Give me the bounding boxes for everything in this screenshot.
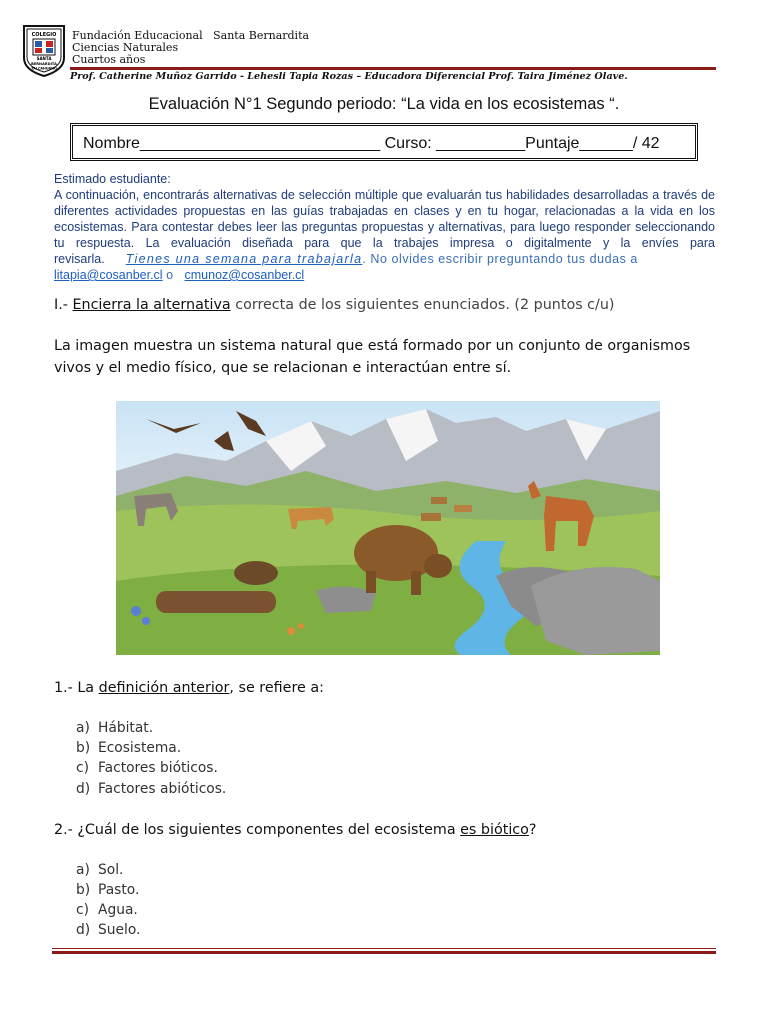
q2-option-d[interactable] xyxy=(76,922,140,938)
q2-option-d-text: Suelo. xyxy=(98,922,141,938)
q1-option-a-letter: a) xyxy=(76,720,90,736)
footer-rule-top xyxy=(52,948,716,949)
logo-text-colegio: COLEGIO xyxy=(31,32,57,38)
q1-option-b[interactable] xyxy=(76,740,181,756)
flowers xyxy=(131,606,141,616)
section-instruction-rest: correcta de los siguientes enunciados. (2 puntos c/u) xyxy=(230,297,615,313)
logo-text-bernardita: BERNARDITA xyxy=(31,62,57,66)
q2-option-c-letter: c) xyxy=(76,902,89,918)
q2-option-c-text: Agua. xyxy=(98,902,138,918)
q1-option-b-text: Ecosistema. xyxy=(98,740,182,756)
distant-animal xyxy=(431,497,447,504)
logo-text-talcahuano: TALCAHUANO xyxy=(31,66,57,71)
email-link-litapia[interactable]: litapia@cosanber.cl xyxy=(54,268,163,282)
logo-text-santa: SANTA xyxy=(36,56,52,61)
greeting: Estimado estudiante: xyxy=(54,172,171,186)
student-info-box xyxy=(70,123,698,161)
instructions-body: A continuación, encontrarás alternativas de selección múltiple que evaluarán tus habilidades desarrolladas a través de diferentes actividades propuestas en las guías trabajadas en clases y en tu hogar, relacionadas a la vida en los ecosistemas. Para contestar debes leer las preguntas propuestas y alternativas, para luego responder seleccionando tu respuesta. La evaluación diseñada para que la trabajes impresa o digitalmente y la envíes para xyxy=(54,188,715,250)
or-text: o xyxy=(166,268,174,282)
q2-option-b-letter: b) xyxy=(76,882,91,898)
q1-option-d-letter: d) xyxy=(76,781,91,797)
fallen-log xyxy=(156,591,276,613)
school-logo xyxy=(21,24,67,78)
footer-rule-bottom xyxy=(52,951,716,954)
q1-option-a-text: Hábitat. xyxy=(98,720,154,736)
section-heading xyxy=(54,297,615,313)
q1-option-d-text: Factores abióticos. xyxy=(98,781,227,797)
page-title: Evaluación N°1 Segundo periodo: “La vida en los ecosistemas “. xyxy=(148,95,620,113)
q2-option-a-text: Sol. xyxy=(98,862,124,878)
q2-option-b-text: Pasto. xyxy=(98,882,140,898)
questions-note: . No olvides escribir preguntando tus dudas a xyxy=(362,252,638,266)
q2-option-c[interactable] xyxy=(76,902,138,918)
q1-option-c-text: Factores bióticos. xyxy=(98,760,218,776)
q2-option-b[interactable] xyxy=(76,882,139,898)
deadline-note: Tienes una semana para trabajarla xyxy=(125,252,363,266)
question-1 xyxy=(54,680,324,696)
revisarla-text: revisarla. xyxy=(54,252,105,266)
q1-option-d[interactable] xyxy=(76,781,226,797)
q2-option-a[interactable] xyxy=(76,862,123,878)
ecosystem-illustration xyxy=(116,401,660,655)
header-rule xyxy=(70,67,716,70)
q1-underlined: definición anterior xyxy=(98,680,230,696)
q1-option-a[interactable] xyxy=(76,720,153,736)
q2-underlined: es biótico xyxy=(460,822,529,838)
q2-prefix: 2.- ¿Cuál de los siguientes componentes del ecosistema xyxy=(54,822,461,838)
question-2 xyxy=(54,822,537,838)
q2-option-a-letter: a) xyxy=(76,862,90,878)
teachers-line: Prof. Catherine Muñoz Garrido - Lehesli Tapia Rozas – Educadora Diferencial Prof. Taira Jiménez Olave. xyxy=(70,71,628,82)
q1-option-c[interactable] xyxy=(76,760,218,776)
contact-line xyxy=(54,267,715,283)
name-course-score-line: Nombre___________________________ Curso: __________Puntaje______/ 42 xyxy=(83,135,660,152)
instructions-deadline-line xyxy=(54,251,715,267)
subject-name: Ciencias Naturales xyxy=(72,41,179,54)
school-name: Fundación Educacional Santa Bernardita xyxy=(72,29,310,42)
email-link-cmunoz[interactable]: cmunoz@cosanber.cl xyxy=(184,268,305,282)
grade-level: Cuartos años xyxy=(72,53,146,66)
vulture xyxy=(234,561,278,585)
q2-option-d-letter: d) xyxy=(76,922,91,938)
q2-rest: ? xyxy=(528,822,537,838)
section-prefix: I.- xyxy=(54,297,73,313)
stem-line-2: vivos y el medio físico, que se relacionan e interactúan entre sí. xyxy=(54,360,512,376)
q1-prefix: 1.- La xyxy=(54,680,99,696)
instructions-block xyxy=(54,171,715,283)
q1-option-b-letter: b) xyxy=(76,740,91,756)
stem-line-1: La imagen muestra un sistema natural que está formado por un conjunto de organismos xyxy=(54,338,691,354)
rock-right xyxy=(531,567,660,655)
q1-rest: , se refiere a: xyxy=(229,680,324,696)
q1-option-c-letter: c) xyxy=(76,760,89,776)
section-instruction-underlined: Encierra la alternativa xyxy=(72,297,231,313)
